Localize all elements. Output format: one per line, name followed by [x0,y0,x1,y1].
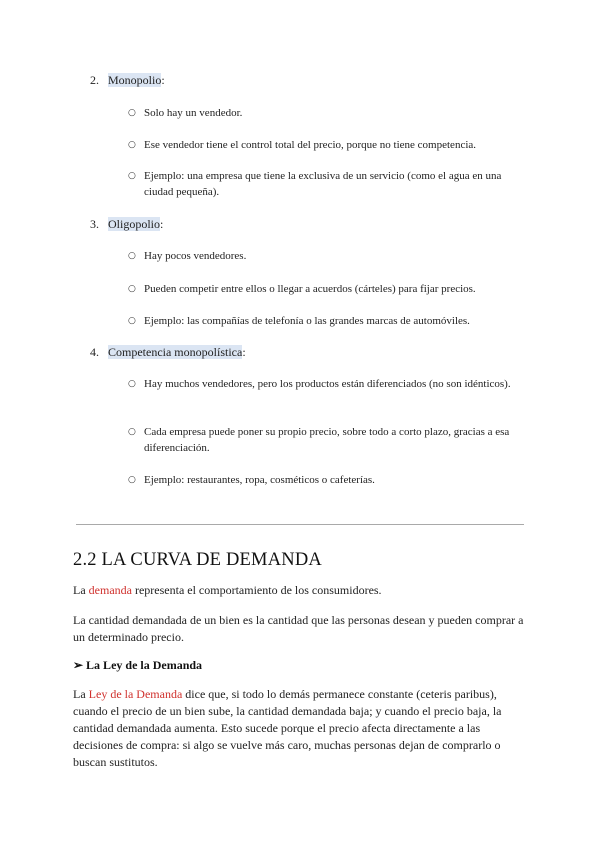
paragraph-text: La [73,687,89,701]
sub-bullet-text: Ese vendedor tiene el control total del precio, porque no tiene competencia. [144,139,477,151]
hollow-circle-bullet-icon: ○ [128,171,136,181]
sub-bullet [128,313,528,329]
highlighted-term: Ley de la Demanda [88,687,183,701]
list-term: Oligopolio [108,217,161,231]
sub-bullet [128,376,528,392]
sub-bullet-text: Ejemplo: restaurantes, ropa, cosméticos o cafeterías. [144,474,375,486]
sub-bullet-text: Solo hay un vendedor. [144,107,243,119]
sub-bullet-text: Hay pocos vendedores. [144,250,247,262]
list-number: 4. [90,345,99,359]
list-term: Competencia monopolística [108,345,243,359]
hollow-circle-bullet-icon: ○ [128,140,136,150]
paragraph-text: representa el comportamiento de los consumidores. [131,583,382,597]
sub-bullet-text: Cada empresa puede poner su propio precio, sobre todo a corto plazo, gracias a esa diferenciación. [144,426,510,454]
subheading-ley-demanda: ➢ La Ley de la Demanda [73,658,203,672]
hollow-circle-bullet-icon: ○ [128,251,136,261]
sub-bullet [128,168,528,200]
paragraph-ley-demanda [73,686,529,771]
paragraph-text: La [73,583,89,597]
sub-bullet [128,105,528,121]
horizontal-rule [76,524,524,525]
hollow-circle-bullet-icon: ○ [128,379,136,389]
list-number: 3. [90,217,99,231]
list-term-suffix: : [161,73,165,87]
hollow-circle-bullet-icon: ○ [128,284,136,294]
hollow-circle-bullet-icon: ○ [128,475,136,485]
list-item-oligopolio [90,216,163,232]
paragraph-text: dice que, si todo lo demás permanece constante (ceteris paribus), cuando el precio de un bien sube, la cantidad demandada baja; y cuando el precio baja, la cantidad demandada aumenta. Esto sucede porque el precio afecta directamente a las decisiones de compra: si algo se vuelve más caro, muchas personas dejan de comprarlo o buscan sustitutos. [73,687,502,769]
hollow-circle-bullet-icon: ○ [128,427,136,437]
paragraph-demanda [73,582,529,599]
sub-bullet-text: Ejemplo: una empresa que tiene la exclusiva de un servicio (como el agua en una ciudad pequeña). [144,170,502,198]
sub-bullet [128,248,528,264]
paragraph-cantidad-demandada: La cantidad demandada de un bien es la cantidad que las personas desean y pueden comprar a un determinado precio. [73,613,524,644]
section-heading: 2.2 LA CURVA DE DEMANDA [73,550,322,570]
hollow-circle-bullet-icon: ○ [128,108,136,118]
sub-bullet-text: Pueden competir entre ellos o llegar a acuerdos (cárteles) para fijar precios. [144,283,476,295]
list-item-monopolio [90,72,165,88]
list-term-suffix: : [160,217,164,231]
sub-bullet [128,281,528,297]
sub-bullet-text: Hay muchos vendedores, pero los productos están diferenciados (no son idénticos). [144,378,511,390]
hollow-circle-bullet-icon: ○ [128,316,136,326]
sub-bullet [128,472,528,488]
sub-bullet [128,424,528,456]
list-item-competencia-monopolistica [90,344,246,360]
sub-bullet-text: Ejemplo: las compañías de telefonía o las grandes marcas de automóviles. [144,315,470,327]
highlighted-term: demanda [88,583,132,597]
sub-bullet [128,137,528,153]
list-number: 2. [90,73,99,87]
list-term-suffix: : [242,345,246,359]
list-term: Monopolio [108,73,162,87]
